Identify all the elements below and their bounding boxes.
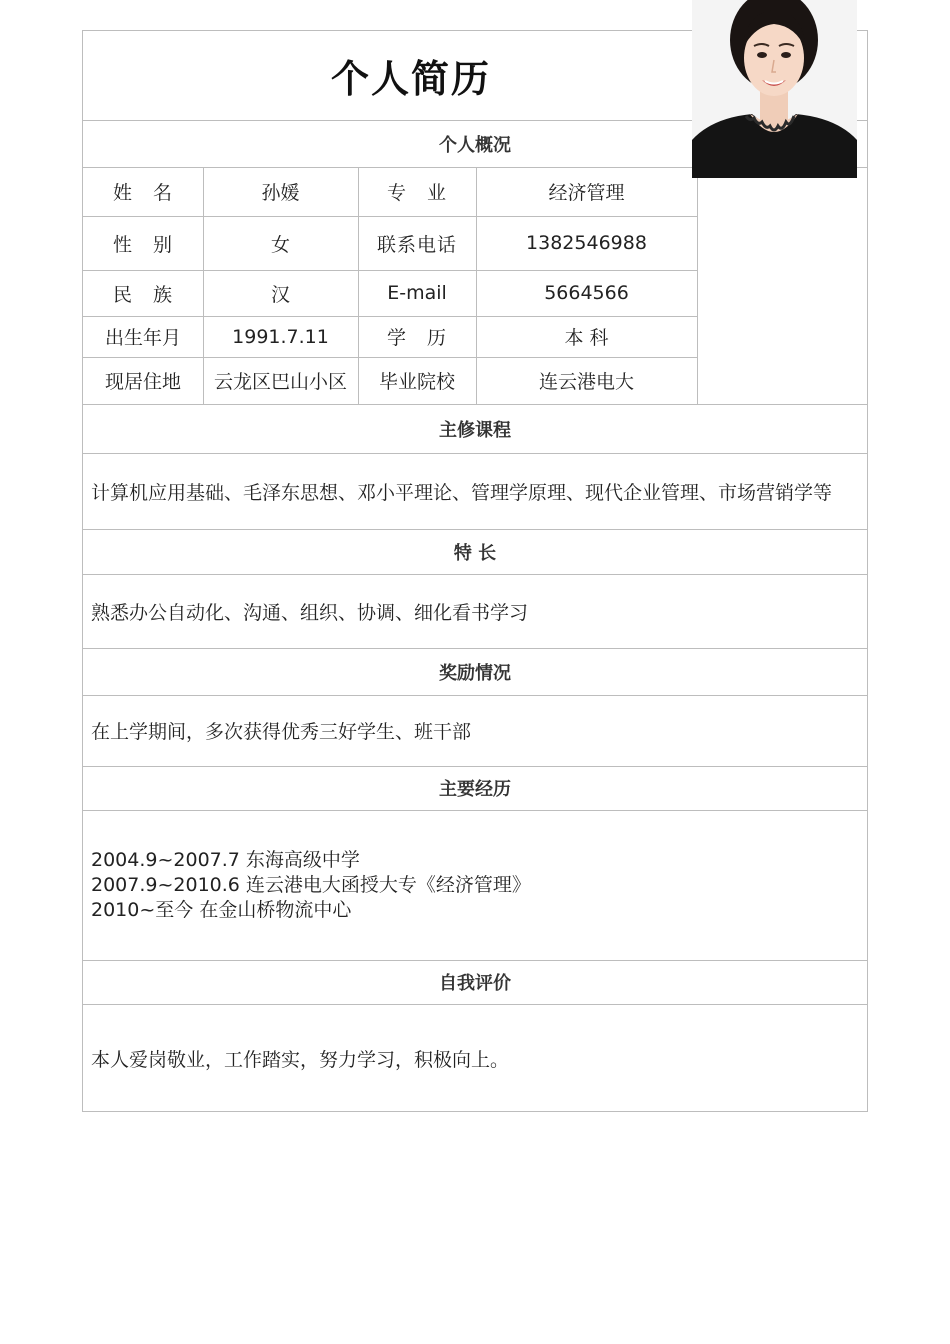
section-heading-courses: 主修课程 xyxy=(439,419,511,441)
value-email: 5664566 xyxy=(544,282,629,304)
self-evaluation-text: 本人爱岗敬业，工作踏实，努力学习，积极向上。 xyxy=(91,1048,510,1071)
divider xyxy=(83,810,867,811)
label-ethnicity: 民 族 xyxy=(112,283,173,306)
label-gender: 性 别 xyxy=(112,233,173,256)
value-name: 孙媛 xyxy=(261,182,300,204)
label-phone: 联系电话 xyxy=(376,233,457,256)
courses-text: 计算机应用基础、毛泽东思想、邓小平理论、管理学原理、现代企业管理、市场营销学等 xyxy=(91,481,833,504)
resume-title: 个人简历 xyxy=(330,57,491,101)
value-residence: 云龙区巴山小区 xyxy=(213,371,347,393)
experience-line: 2007.9~2010.6 连云港电大函授大专《经济管理》 xyxy=(91,874,531,896)
value-phone: 1382546988 xyxy=(526,232,647,254)
section-heading-awards: 奖励情况 xyxy=(439,662,511,684)
label-major: 专 业 xyxy=(386,182,447,204)
value-education: 本 科 xyxy=(564,327,609,349)
section-heading-experience: 主要经历 xyxy=(439,779,511,800)
value-birthdate: 1991.7.11 xyxy=(232,325,329,348)
experience-line: 2004.9~2007.7 东海高级中学 xyxy=(91,849,360,871)
label-name: 姓 名 xyxy=(112,182,173,204)
value-gender: 女 xyxy=(270,233,290,256)
section-heading-overview: 个人概况 xyxy=(439,134,511,156)
resume-table xyxy=(82,30,868,1112)
value-ethnicity: 汉 xyxy=(270,283,290,306)
label-school: 毕业院校 xyxy=(378,371,455,393)
section-heading-self-evaluation: 自我评价 xyxy=(439,973,511,994)
experience-line: 2010~至今 在金山桥物流中心 xyxy=(91,899,352,921)
portrait-image xyxy=(692,0,857,178)
divider xyxy=(697,167,698,404)
profile-photo xyxy=(692,0,857,178)
skills-text: 熟悉办公自动化、沟通、组织、协调、细化看书学习 xyxy=(91,601,529,624)
section-heading-skills: 特 长 xyxy=(453,542,497,564)
label-residence: 现居住地 xyxy=(104,371,181,393)
awards-text: 在上学期间，多次获得优秀三好学生、班干部 xyxy=(91,721,472,743)
label-education: 学 历 xyxy=(386,327,447,349)
value-major: 经济管理 xyxy=(548,182,625,204)
label-birthdate: 出生年月 xyxy=(104,327,181,349)
value-school: 连云港电大 xyxy=(538,371,634,393)
label-email: E-mail xyxy=(387,282,447,304)
